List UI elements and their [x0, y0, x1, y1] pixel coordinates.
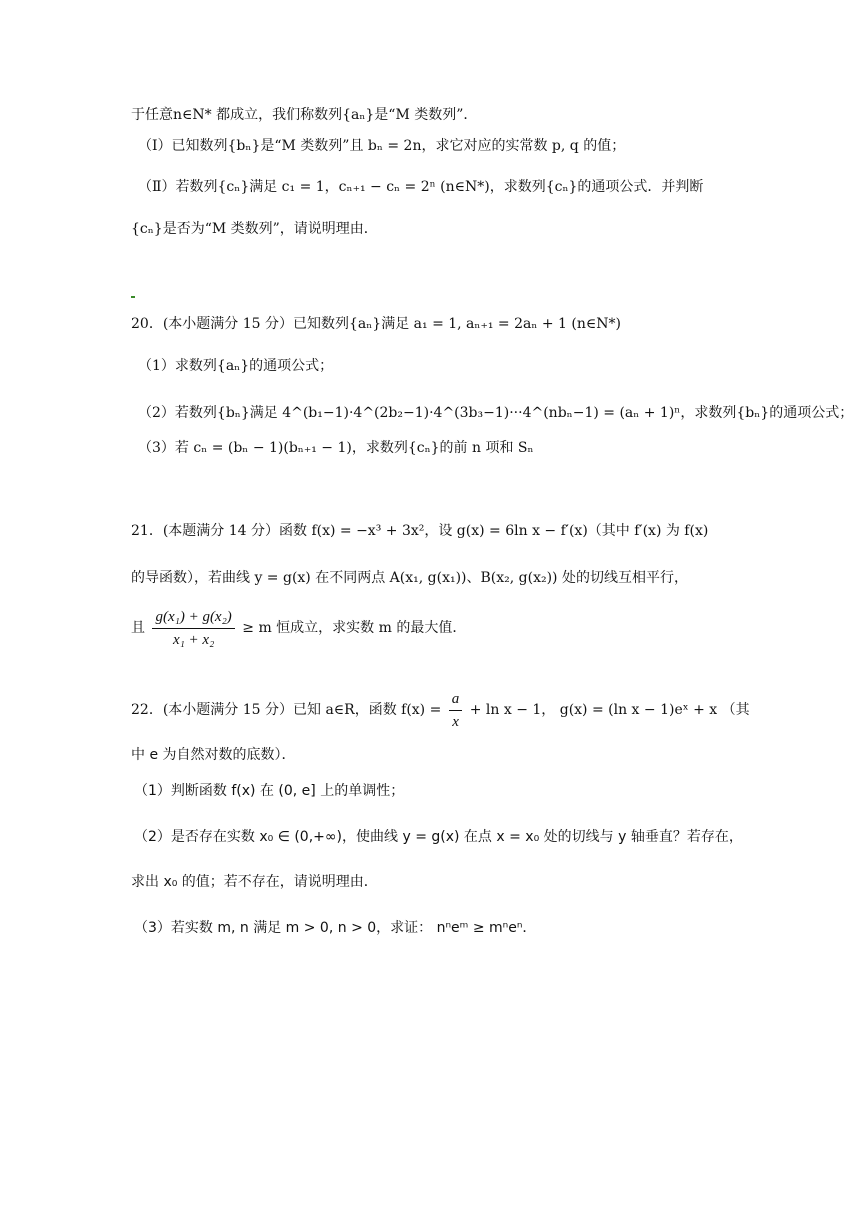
problem21-line3 [131, 606, 466, 650]
problem21-line3-prefix: 且 [131, 620, 145, 636]
problem21-fraction [152, 607, 234, 650]
fraction-numerator: a [449, 689, 463, 711]
problem22-q1: （1）判断函数 f(x) 在 (0, e] 上的单调性； [134, 783, 405, 799]
problem22-stem-suffix: + ln x − 1， g(x) = (ln x − 1)eˣ + x （其 [469, 702, 750, 718]
problem20-q3: （3）若 cₙ = (bₙ − 1)(bₙ₊₁ − 1)，求数列{cₙ}的前 n 项和 Sₙ [138, 440, 534, 456]
problem19-part1: （Ⅰ）已知数列{bₙ}是“M 类数列”且 bₙ = 2n，求它对应的实常数 p, q 的值； [138, 138, 626, 154]
problem21-line2: 的导函数），若曲线 y = g(x) 在不同两点 A(x₁, g(x₁))、B(x₂, g(x₂)) 处的切线互相平行， [131, 570, 688, 586]
fraction-denominator: x₁ + x₂ [172, 631, 215, 648]
fraction-denominator: x [452, 713, 459, 730]
problem20-q2: （2）若数列{bₙ}满足 4^(b₁−1)·4^(2b₂−1)·4^(3b₃−1)···4^(nbₙ−1) = (aₙ + 1)ⁿ，求数列{bₙ}的通项公式； [138, 405, 854, 421]
problem22-fraction [449, 689, 463, 732]
problem22-stem-line2: 中 e 为自然对数的底数）． [131, 747, 296, 763]
problem22-q3: （3）若实数 m, n 满足 m > 0, n > 0，求证： nⁿeᵐ ≥ mⁿeⁿ． [134, 920, 537, 936]
problem19-intro: 于任意n∈N* 都成立，我们称数列{aₙ}是“M 类数列”． [131, 107, 478, 123]
problem22-q2-line2: 求出 x₀ 的值；若不存在，请说明理由． [131, 874, 378, 890]
problem22-stem [131, 688, 750, 732]
problem20-q1: （1）求数列{aₙ}的通项公式； [138, 358, 334, 374]
fraction-numerator: g(x₁) + g(x₂) [152, 607, 234, 629]
green-edit-mark [131, 296, 135, 298]
problem22-stem-prefix: 22．(本小题满分 15 分）已知 a∈R，函数 f(x) = [131, 702, 442, 718]
problem20-stem: 20．(本小题满分 15 分）已知数列{aₙ}满足 a₁ = 1, aₙ₊₁ = 2aₙ + 1 (n∈N*) [131, 316, 621, 332]
problem22-q2-line1: （2）是否存在实数 x₀ ∈ (0,+∞)，使曲线 y = g(x) 在点 x = x₀ 处的切线与 y 轴垂直？若存在， [134, 829, 743, 845]
problem21-line1: 21．(本题满分 14 分）函数 f(x) = −x³ + 3x²，设 g(x) = 6ln x − f′(x)（其中 f′(x) 为 f(x) [131, 523, 709, 539]
problem21-line3-suffix: ≥ m 恒成立，求实数 m 的最大值． [242, 620, 467, 636]
problem19-part2-line2: {cₙ}是否为“M 类数列”，请说明理由． [131, 221, 378, 237]
problem19-part2-line1: （Ⅱ）若数列{cₙ}满足 c₁ = 1，cₙ₊₁ − cₙ = 2ⁿ (n∈N*)，求数列{cₙ}的通项公式．并判断 [138, 179, 704, 195]
